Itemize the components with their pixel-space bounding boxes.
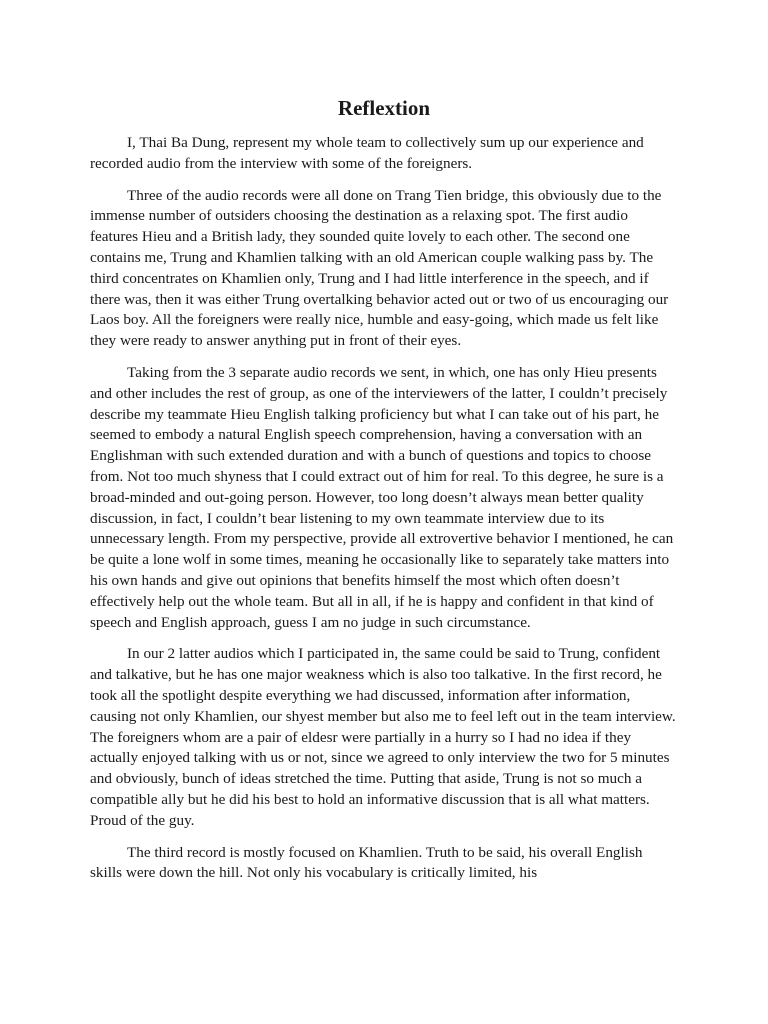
document-page (90, 0, 678, 1024)
paragraph-intro: I, Thai Ba Dung, represent my whole team to collectively sum up our experience and recorded audio from the interview with some of the foreigners. (90, 134, 644, 172)
paragraph-trung: In our 2 latter audios which I participated in, the same could be said to Trung, confident and talkative, but he has one major weakness which is also too talkative. In the first record, he took all the spotlight despite everything we had discussed, information after information, causing not only Khamlien, our shyest member but also me to feel left out in the team interview. The foreigners whom are a pair of eldesr were partially in a hurry so I had no idea if they actually enjoyed talking with us or not, since we agreed to only interview the two for 5 minutes and obviously, bunch of ideas stretched the time. Putting that aside, Trung is not so much a compatible ally but he did his best to hold an informative discussion that is all what matters. Proud of the guy. (90, 645, 676, 829)
paragraph-hieu: Taking from the 3 separate audio records we sent, in which, one has only Hieu presents and other includes the rest of group, as one of the interviewers of the latter, I couldn’t precisely describe my teammate Hieu English talking proficiency but what I can take out of his part, he seemed to embody a natural English speech comprehension, having a conversation with an Englishman with such extended duration and with a bunch of questions and topics to choose from. Not too much shyness that I could extract out of him for real. To this degree, he sure is a broad-minded and out-going person. However, too long doesn’t always mean better quality discussion, in fact, I couldn’t bear listening to my own teammate interview due to its unnecessary length. From my perspective, provide all extrovertive behavior I mentioned, he can be quite a lone wolf in some times, meaning he occasionally like to separately take matters into his own hands and give out opinions that benefits himself the most which often doesn’t effectively help out the whole team. But all in all, if he is happy and confident in that kind of speech and English approach, guess I am no judge in such circumstance. (90, 363, 674, 631)
paragraph-khamlien: The third record is mostly focused on Khamlien. Truth to be said, his overall English skills were down the hill. Not only his vocabulary is critically limited, his (90, 843, 643, 882)
document-title: Reflextion (337, 96, 431, 120)
paragraph-audio-records: Three of the audio records were all done on Trang Tien bridge, this obviously due to the immense number of outsiders choosing the destination as a relaxing spot. The first audio features Hieu and a British lady, they sounded quite lovely to each other. The second one contains me, Trung and Khamlien talking with an old American couple walking pass by. The third concentrates on Khamlien only, Trung and I had little interference in the speech, and if there was, then it was either Trung overtalking behavior acted out or two of us encouraging our Laos boy. All the foreigners were really nice, humble and easy-going, which made us felt like they were ready to answer anything put in front of their eyes. (90, 186, 669, 350)
